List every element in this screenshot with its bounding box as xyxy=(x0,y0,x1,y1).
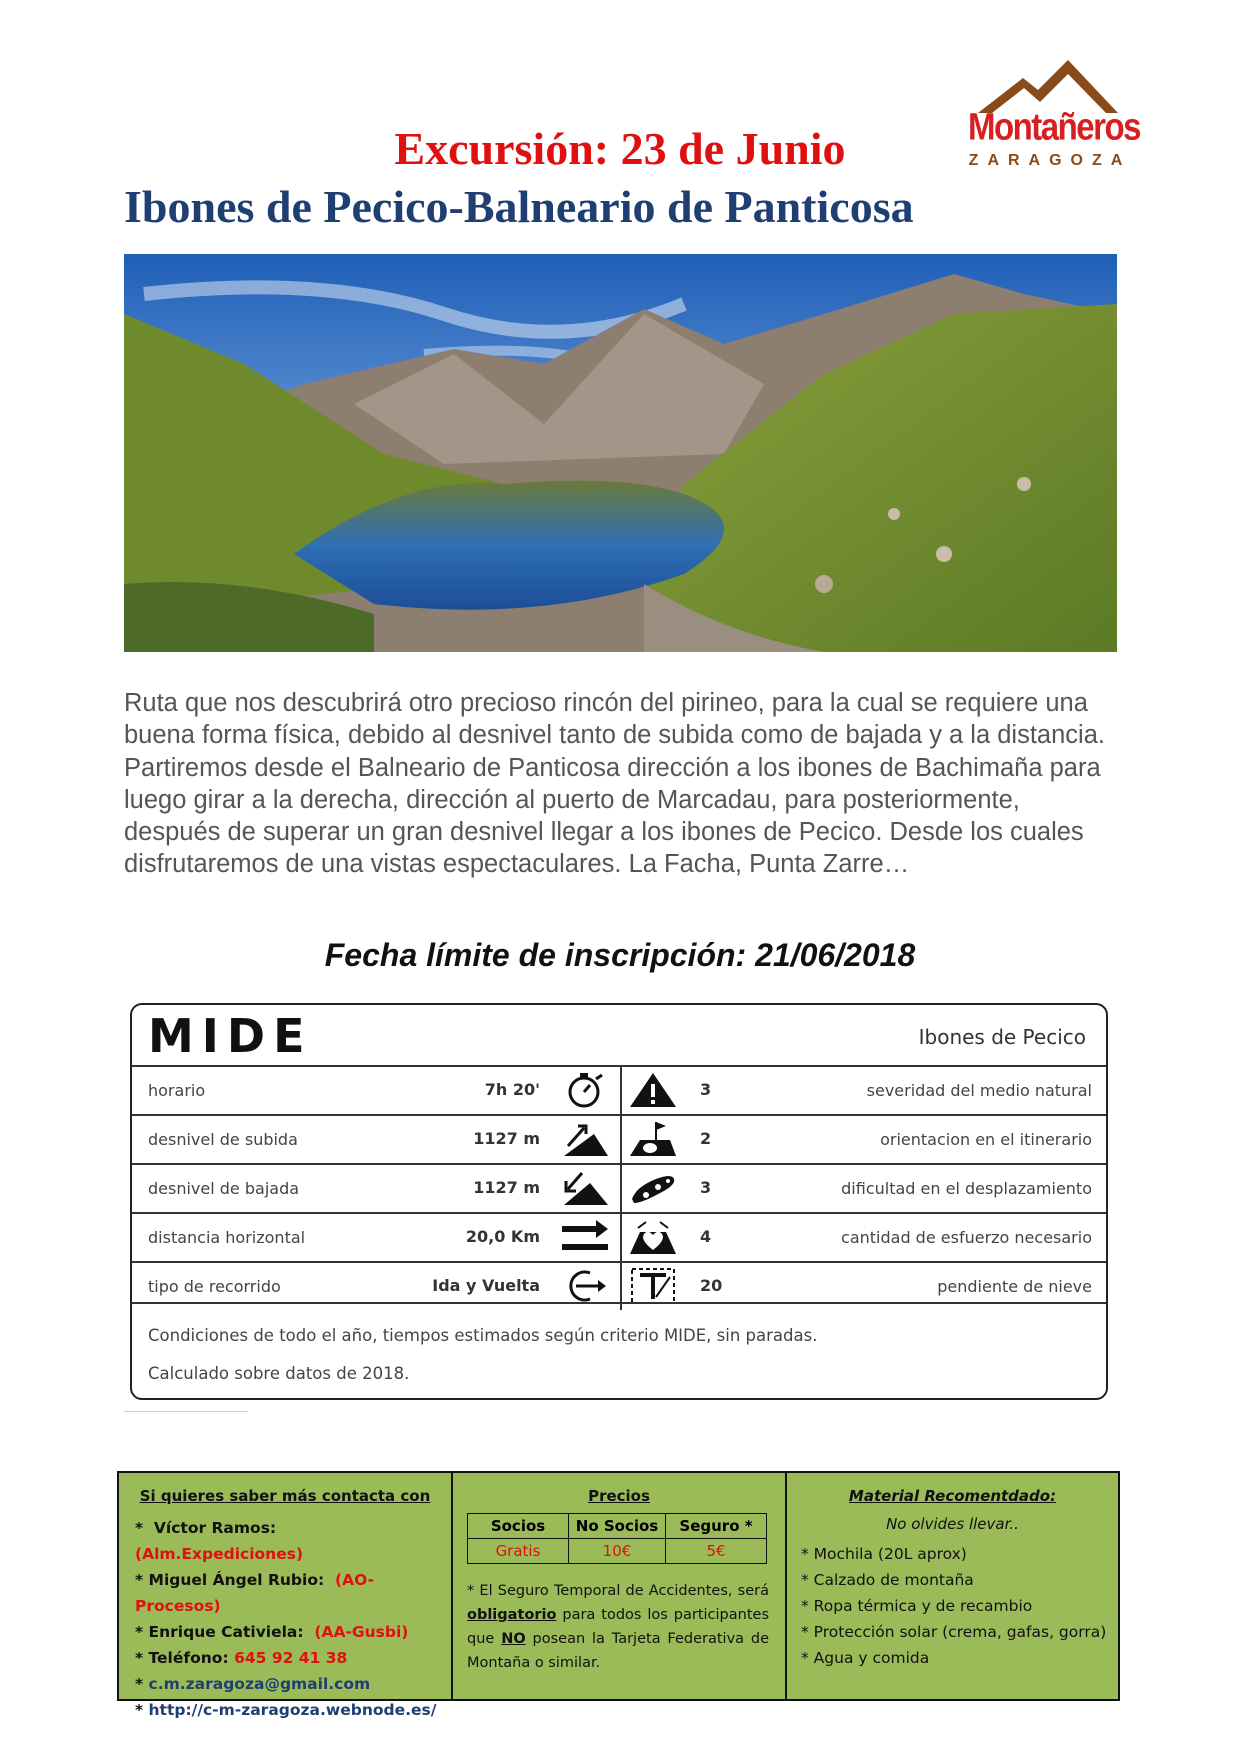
divider xyxy=(124,1411,248,1412)
note-emphasis: obligatorio xyxy=(467,1607,557,1623)
price-value: 5€ xyxy=(666,1539,767,1564)
material-item: * Mochila (20L aprox) xyxy=(801,1545,967,1563)
contact-list xyxy=(135,1515,451,1723)
mide-label: tipo de recorrido xyxy=(148,1277,281,1296)
mide-value: Ida y Vuelta xyxy=(432,1276,540,1295)
mide-logo: MIDE xyxy=(148,1009,313,1063)
mide-row-horario xyxy=(132,1065,1106,1114)
mide-notes xyxy=(148,1317,817,1393)
page-title: Excursión: 23 de Junio xyxy=(394,123,846,174)
contact-phone: * Teléfono: 645 92 41 38 xyxy=(135,1649,348,1667)
logo-brand-text: Montañeros xyxy=(968,105,1141,148)
price-header: Socios xyxy=(468,1514,569,1539)
page-subtitle: Ibones de Pecico-Balneario de Panticosa xyxy=(124,181,914,232)
mide-label: horario xyxy=(148,1081,206,1100)
info-box xyxy=(117,1471,1120,1719)
footprint-icon xyxy=(626,1169,680,1207)
stopwatch-icon xyxy=(560,1071,610,1109)
mide-value: 1127 m xyxy=(473,1178,540,1197)
prices-column xyxy=(453,1473,787,1699)
contact-name: Víctor Ramos: xyxy=(153,1519,277,1537)
contact-heading: Si quieres saber más contacta con xyxy=(139,1487,431,1505)
material-item: * Protección solar (crema, gafas, gorra) xyxy=(801,1623,1107,1641)
material-heading: Material Recomentdado: xyxy=(848,1487,1057,1505)
mide-row-desnivel-bajada xyxy=(132,1163,1106,1212)
round-trip-icon xyxy=(560,1267,610,1305)
contact-role: (Alm.Expediciones) xyxy=(135,1545,304,1563)
note-text: posean la Tarjeta Federativa de Montaña o similar. xyxy=(467,1631,770,1671)
mide-criterion: severidad del medio natural xyxy=(866,1081,1092,1100)
divider xyxy=(620,1214,622,1261)
contact-person: * Víctor Ramos: (Alm.Expediciones) xyxy=(135,1519,304,1563)
heart-effort-icon xyxy=(626,1218,680,1256)
web-link[interactable]: http://c-m-zaragoza.webnode.es/ xyxy=(148,1701,437,1719)
mide-criterion: pendiente de nieve xyxy=(937,1277,1092,1296)
lake-landscape-photo xyxy=(124,254,1117,652)
divider xyxy=(620,1067,622,1114)
mide-score: 20 xyxy=(700,1276,723,1295)
club-logo xyxy=(968,58,1141,176)
price-header: No Socios xyxy=(569,1514,666,1539)
snow-slope-icon xyxy=(626,1267,680,1305)
material-column xyxy=(787,1473,1118,1699)
material-list xyxy=(801,1541,1106,1671)
divider xyxy=(620,1165,622,1212)
contact-person: * Miguel Ángel Rubio: (AO-Procesos) xyxy=(135,1571,374,1615)
contact-name: Enrique Cativiela: xyxy=(148,1623,304,1641)
note-text: * El Seguro Temporal de Accidentes, será xyxy=(467,1583,769,1599)
mide-value: 1127 m xyxy=(473,1129,540,1148)
mide-table xyxy=(130,1003,1108,1400)
prices-table xyxy=(467,1513,767,1564)
mide-value: 7h 20' xyxy=(484,1080,540,1099)
contact-web: * http://c-m-zaragoza.webnode.es/ xyxy=(135,1701,437,1719)
contact-name: Miguel Ángel Rubio: xyxy=(148,1571,325,1589)
material-item: * Agua y comida xyxy=(801,1649,930,1667)
note-text: para todos los participantes que xyxy=(467,1607,769,1647)
mide-criterion: orientacion en el itinerario xyxy=(880,1130,1092,1149)
mide-score: 3 xyxy=(700,1080,712,1099)
divider xyxy=(620,1116,622,1163)
mide-label: desnivel de bajada xyxy=(148,1179,300,1198)
mide-score: 2 xyxy=(700,1129,712,1148)
mide-route-name: Ibones de Pecico xyxy=(918,1025,1086,1049)
email-link[interactable]: c.m.zaragoza@gmail.com xyxy=(148,1675,371,1693)
price-value: Gratis xyxy=(468,1539,569,1564)
material-subheading: No olvides llevar.. xyxy=(886,1515,1019,1533)
registration-deadline: Fecha límite de inscripción: 21/06/2018 xyxy=(324,937,916,973)
mide-value: 20,0 Km xyxy=(465,1227,540,1246)
contact-person: * Enrique Cativiela: (AA-Gusbi) xyxy=(135,1623,409,1641)
mide-score: 4 xyxy=(700,1227,712,1246)
warning-icon xyxy=(626,1071,680,1109)
mide-label: desnivel de subida xyxy=(148,1130,298,1149)
mide-note: Condiciones de todo el año, tiempos estimados según criterio MIDE, sin paradas. xyxy=(148,1326,818,1345)
orientation-icon xyxy=(626,1120,680,1158)
insurance-note xyxy=(467,1579,769,1675)
mide-row-distancia xyxy=(132,1212,1106,1261)
ascent-icon xyxy=(560,1120,610,1158)
price-value: 10€ xyxy=(569,1539,666,1564)
logo-city-text: ZARAGOZA xyxy=(968,152,1132,169)
contact-email: * c.m.zaragoza@gmail.com xyxy=(135,1675,371,1693)
material-item: * Ropa térmica y de recambio xyxy=(801,1597,1033,1615)
mide-label: distancia horizontal xyxy=(148,1228,306,1247)
contact-role: (AA-Gusbi) xyxy=(314,1623,409,1641)
note-emphasis: NO xyxy=(501,1631,526,1647)
contact-column xyxy=(119,1473,453,1719)
mide-note: Calculado sobre datos de 2018. xyxy=(148,1364,410,1383)
route-description: Ruta que nos descubrirá otro precioso rincón del pirineo, para la cual se requiere una buena forma física, debido al desnivel tanto de subida como de bajada y a la distancia. Partiremos desde el Balneario de Panticosa dirección a los ibones de Bachimaña para luego girar a la derecha, dirección al puerto de Marcadau, para posteriormente, después de superar un gran desnivel llegar a los ibones de Pecico. Desde los cuales disfrutaremos de una vistas espectaculares. La Facha, Punta Zarre… xyxy=(124,689,1105,879)
phone-number[interactable]: 645 92 41 38 xyxy=(234,1649,348,1667)
distance-arrows-icon xyxy=(560,1218,610,1256)
mide-score: 3 xyxy=(700,1178,712,1197)
price-header: Seguro * xyxy=(666,1514,767,1539)
material-item: * Calzado de montaña xyxy=(801,1571,974,1589)
mide-row-desnivel-subida xyxy=(132,1114,1106,1163)
contact-role: (AO-Procesos) xyxy=(135,1571,374,1615)
phone-label: Teléfono: xyxy=(148,1649,229,1667)
mide-criterion: cantidad de esfuerzo necesario xyxy=(841,1228,1092,1247)
mide-criterion: dificultad en el desplazamiento xyxy=(841,1179,1092,1198)
divider xyxy=(132,1302,1106,1304)
descent-icon xyxy=(560,1169,610,1207)
prices-heading: Precios xyxy=(588,1487,650,1505)
